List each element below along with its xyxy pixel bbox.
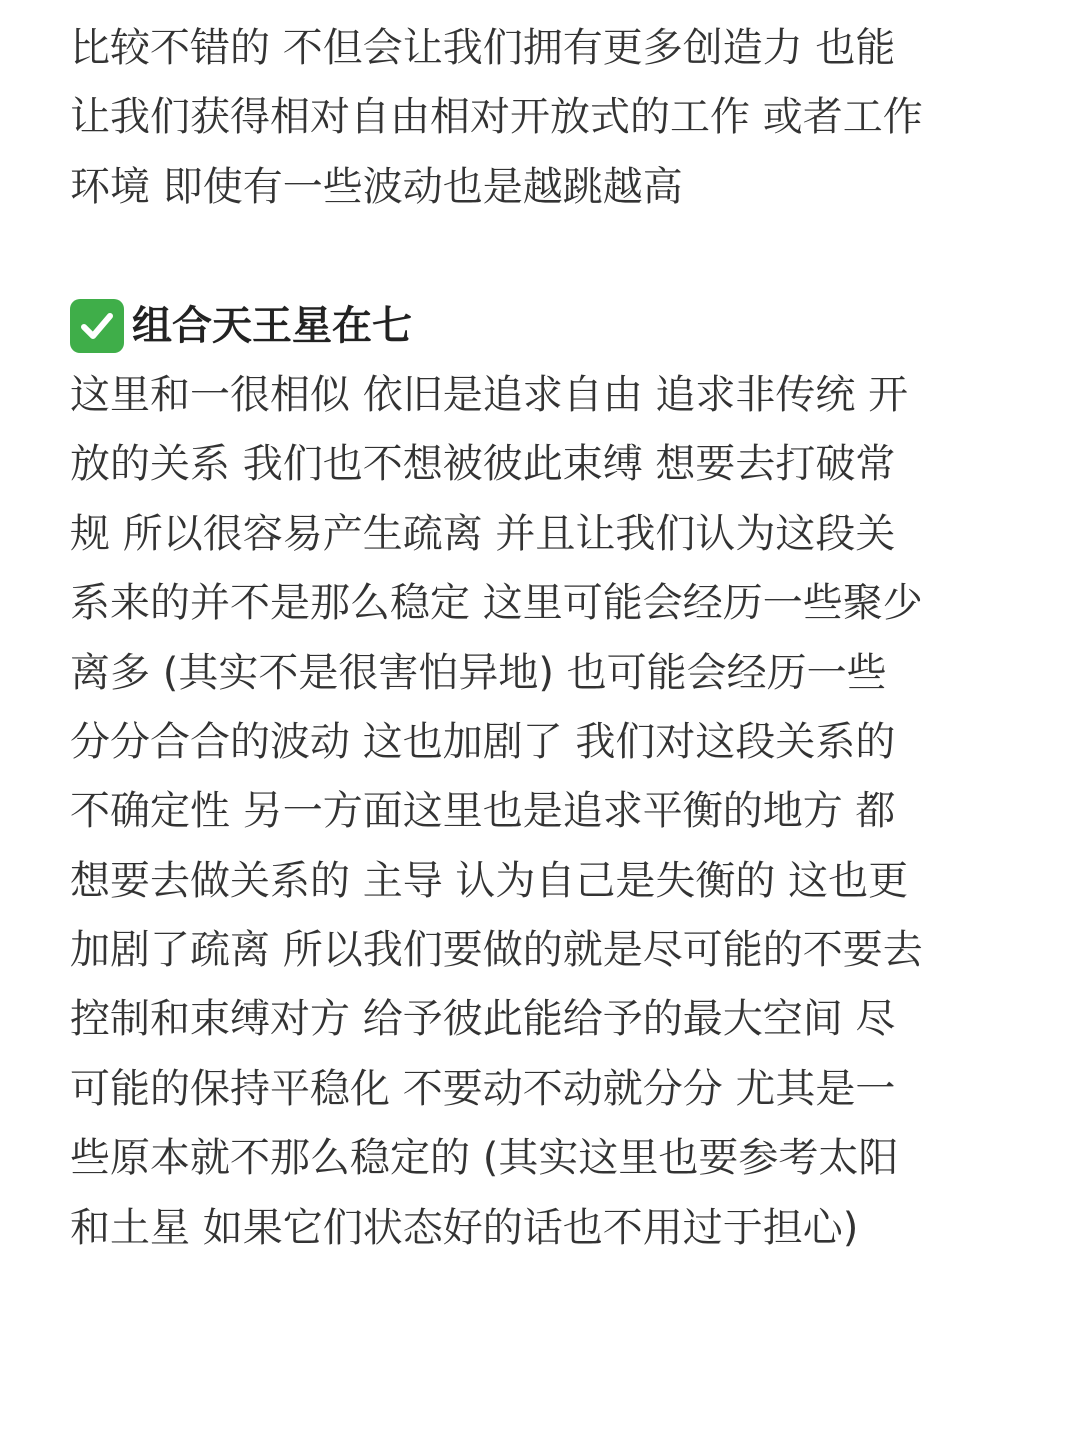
text-line: 放的关系 我们也不想被彼此束缚 想要去打破常 [70, 441, 896, 488]
section-heading [70, 292, 1010, 361]
text-line: 这里和一很相似 依旧是追求自由 追求非传统 开 [70, 371, 909, 418]
text-line: 和土星 如果它们状态好的话也不用过于担心) [70, 1204, 859, 1251]
text-line: 不确定性 另一方面这里也是追求平衡的地方 都 [70, 788, 896, 835]
intro-paragraph [70, 14, 1010, 222]
text-line: 离多 (其实不是很害怕异地) 也可能会经历一些 [70, 649, 887, 696]
text-line: 控制和束缚对方 给予彼此能给予的最大空间 尽 [70, 996, 896, 1043]
text-line: 让我们获得相对自由相对开放式的工作 或者工作 [70, 94, 923, 141]
article-body [70, 14, 1010, 1263]
text-line: 环境 即使有一些波动也是越跳越高 [70, 163, 683, 210]
text-line: 比较不错的 不但会让我们拥有更多创造力 也能 [70, 25, 896, 71]
check-mark-icon [70, 299, 124, 353]
text-line: 些原本就不那么稳定的 (其实这里也要参考太阳 [70, 1135, 899, 1182]
text-line: 想要去做关系的 主导 认为自己是失衡的 这也更 [70, 857, 909, 904]
text-line: 系来的并不是那么稳定 这里可能会经历一些聚少 [70, 580, 923, 627]
text-line: 规 所以很容易产生疏离 并且让我们认为这段关 [70, 510, 896, 557]
section-heading-text: 组合天王星在七 [132, 302, 412, 349]
paragraph-spacer [70, 222, 1010, 291]
text-line: 分分合合的波动 这也加剧了 我们对这段关系的 [70, 718, 896, 765]
text-line: 加剧了疏离 所以我们要做的就是尽可能的不要去 [70, 927, 923, 974]
text-line: 可能的保持平稳化 不要动不动就分分 尤其是一 [70, 1065, 896, 1112]
section-paragraph [70, 361, 1010, 1263]
